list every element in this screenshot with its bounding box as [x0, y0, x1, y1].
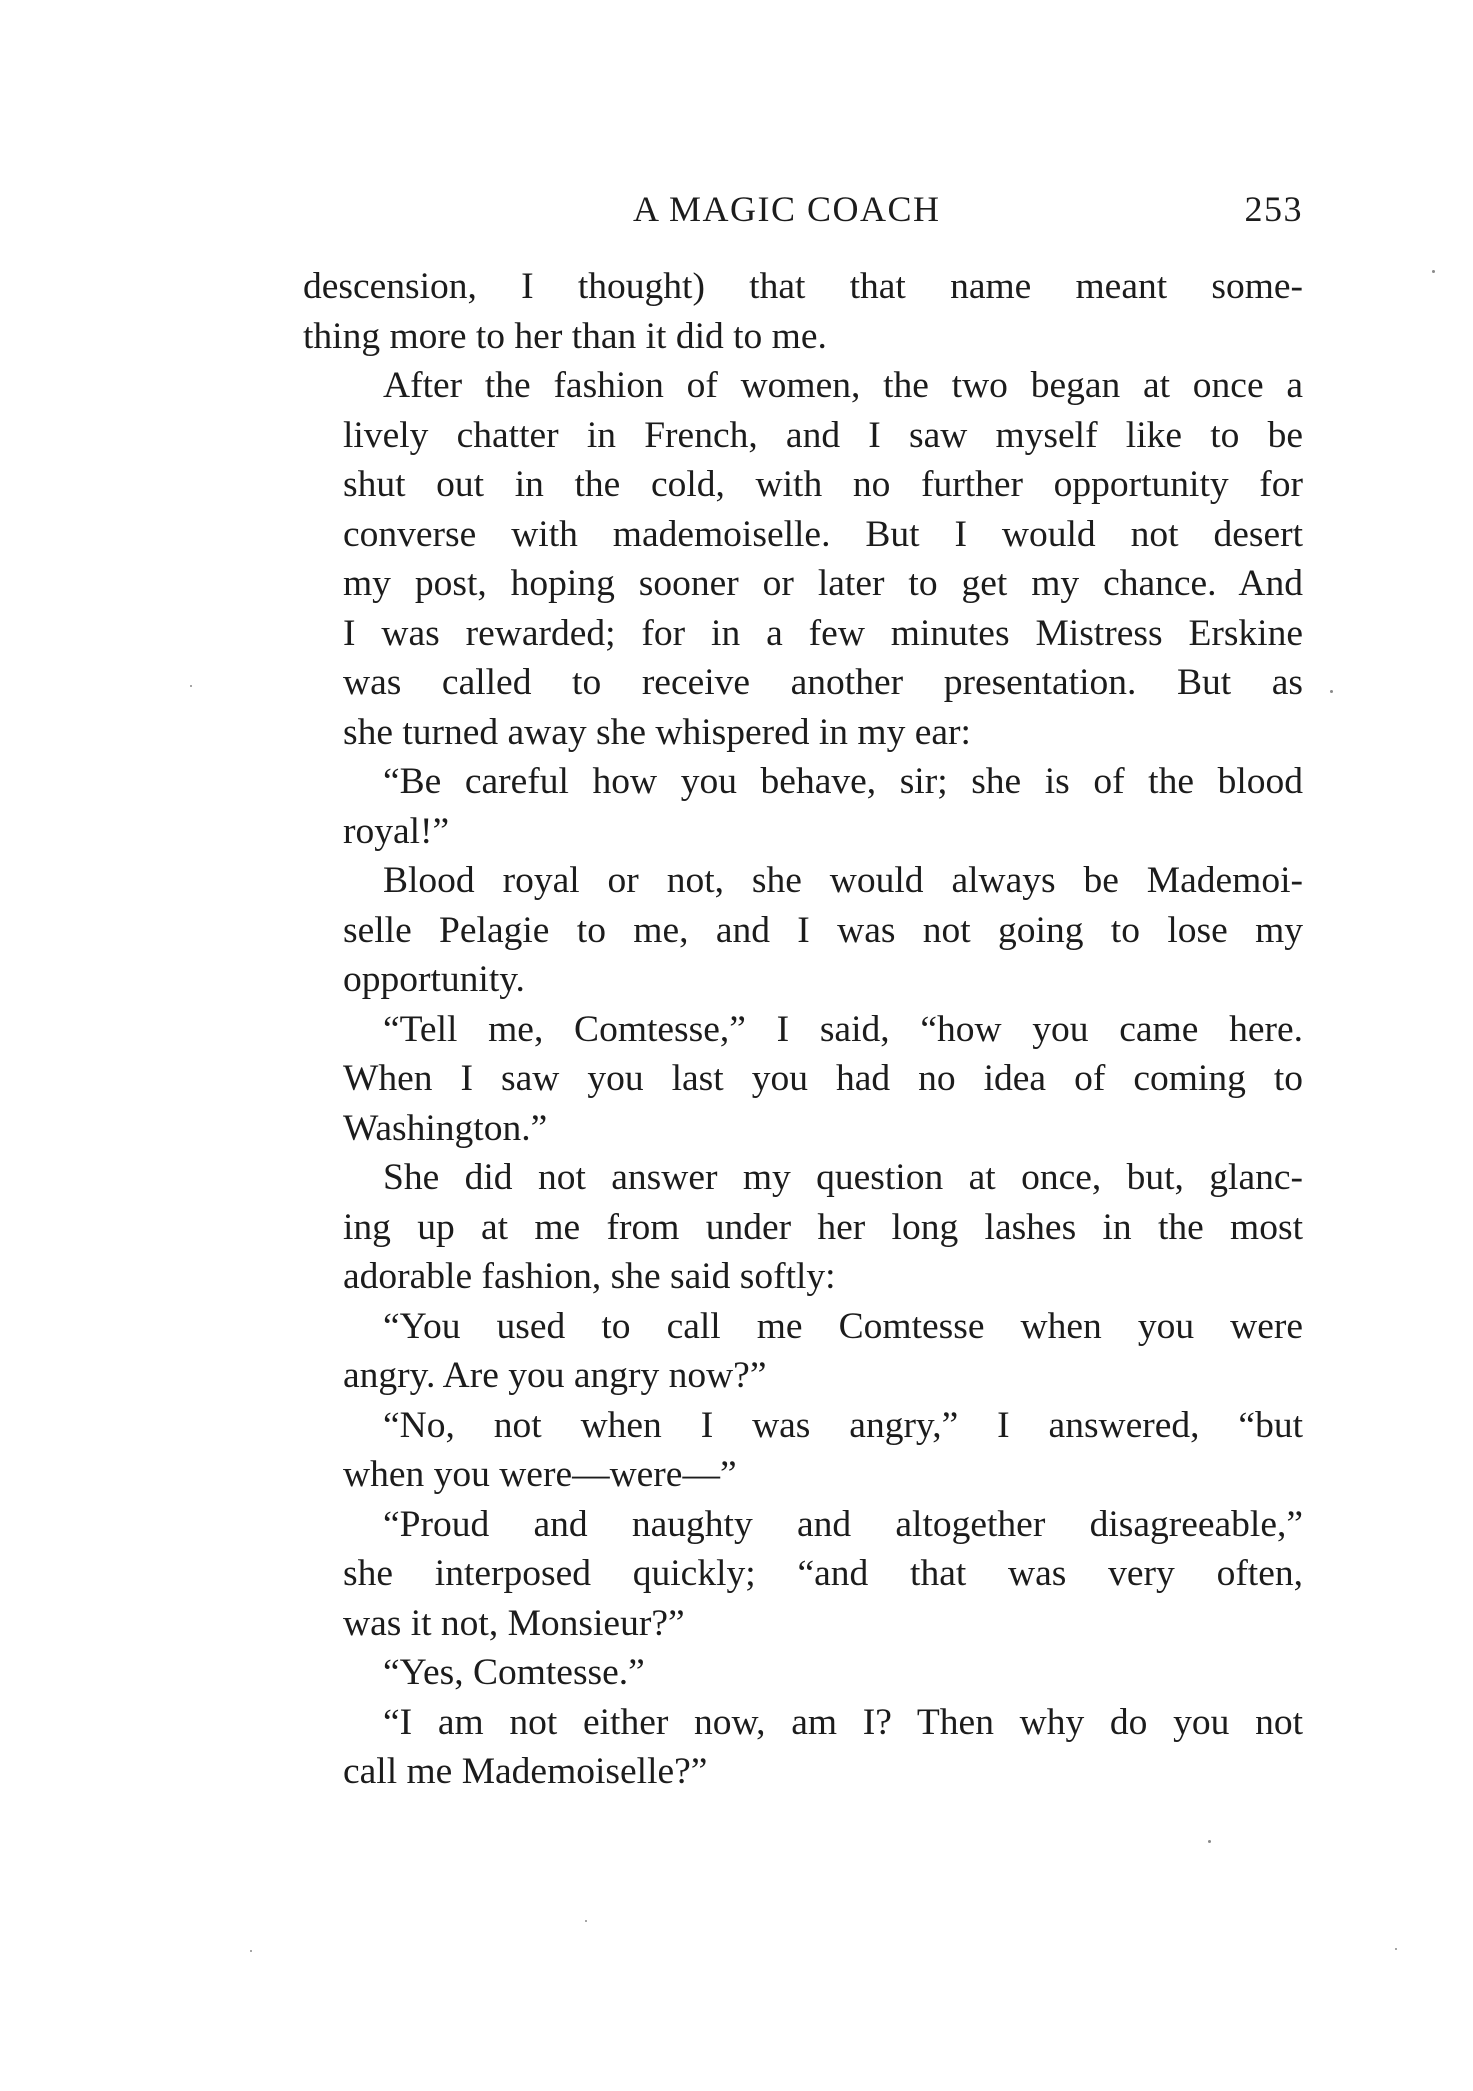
text-line: opportunity. — [343, 959, 525, 1000]
paragraph — [303, 262, 1303, 361]
paragraph — [303, 1698, 1303, 1797]
text-line: was it not, Monsieur?” — [343, 1602, 685, 1644]
page-number: 253 — [1244, 189, 1303, 229]
text-line: She did not answer my question at once, but, glanc- — [383, 1157, 1303, 1198]
text-line: when you were—were—” — [343, 1454, 737, 1495]
text-line: “I am not either now, am I? Then why do you not — [383, 1701, 1303, 1743]
paragraph — [303, 1500, 1303, 1649]
text-line: shut out in the cold, with no further opportunity for — [343, 464, 1303, 505]
text-line: selle Pelagie to me, and I was not going to lose my — [343, 909, 1303, 951]
body-text — [303, 262, 1303, 1797]
paragraph — [303, 1302, 1303, 1401]
text-line: I was rewarded; for in a few minutes Mistress Erskine — [343, 612, 1303, 654]
text-line: angry. Are you angry now?” — [343, 1355, 767, 1396]
text-line: my post, hoping sooner or later to get my chance. And — [343, 563, 1303, 604]
text-line: Washington.” — [343, 1107, 548, 1149]
text-line: converse with mademoiselle. But I would not desert — [343, 513, 1303, 555]
paragraph — [303, 1648, 1303, 1698]
text-line: call me Mademoiselle?” — [343, 1751, 708, 1792]
paragraph — [303, 1153, 1303, 1302]
scan-speck — [190, 685, 192, 687]
text-line: adorable fashion, she said softly: — [343, 1256, 836, 1297]
scan-speck — [250, 1950, 252, 1952]
scan-speck — [1395, 1948, 1397, 1950]
text-line: “Be careful how you behave, sir; she is of the blood — [383, 761, 1303, 802]
text-line: descension, I thought) that that name meant some- — [303, 266, 1303, 307]
text-line: “Proud and naughty and altogether disagreeable,” — [383, 1503, 1303, 1545]
text-line: ing up at me from under her long lashes in the most — [343, 1206, 1303, 1248]
paragraph — [303, 1401, 1303, 1500]
text-line: “Yes, Comtesse.” — [383, 1652, 645, 1693]
text-line: After the fashion of women, the two began at once a — [383, 365, 1303, 406]
text-line: When I saw you last you had no idea of coming to — [343, 1058, 1303, 1099]
paragraph — [303, 361, 1303, 757]
text-line: “You used to call me Comtesse when you were — [383, 1305, 1303, 1347]
text-line: lively chatter in French, and I saw myself like to be — [343, 414, 1303, 456]
text-line: she turned away she whispered in my ear: — [343, 711, 971, 753]
text-line: “No, not when I was angry,” I answered, “but — [383, 1404, 1303, 1446]
text-line: Blood royal or not, she would always be Mademoi- — [383, 860, 1303, 901]
text-line: she interposed quickly; “and that was very often, — [343, 1553, 1303, 1594]
text-line: “Tell me, Comtesse,” I said, “how you came here. — [383, 1008, 1303, 1050]
running-header — [303, 188, 1303, 234]
text-line: thing more to her than it did to me. — [303, 315, 827, 357]
scan-speck — [1330, 690, 1333, 693]
paragraph — [303, 856, 1303, 1005]
text-line: was called to receive another presentation. But as — [343, 662, 1303, 703]
scan-speck — [1432, 270, 1435, 273]
text-line: royal!” — [343, 810, 450, 852]
scan-speck — [1208, 1840, 1211, 1843]
paragraph — [303, 757, 1303, 856]
running-title: A MAGIC COACH — [633, 189, 941, 229]
scan-speck — [585, 1920, 587, 1922]
paragraph — [303, 1005, 1303, 1154]
